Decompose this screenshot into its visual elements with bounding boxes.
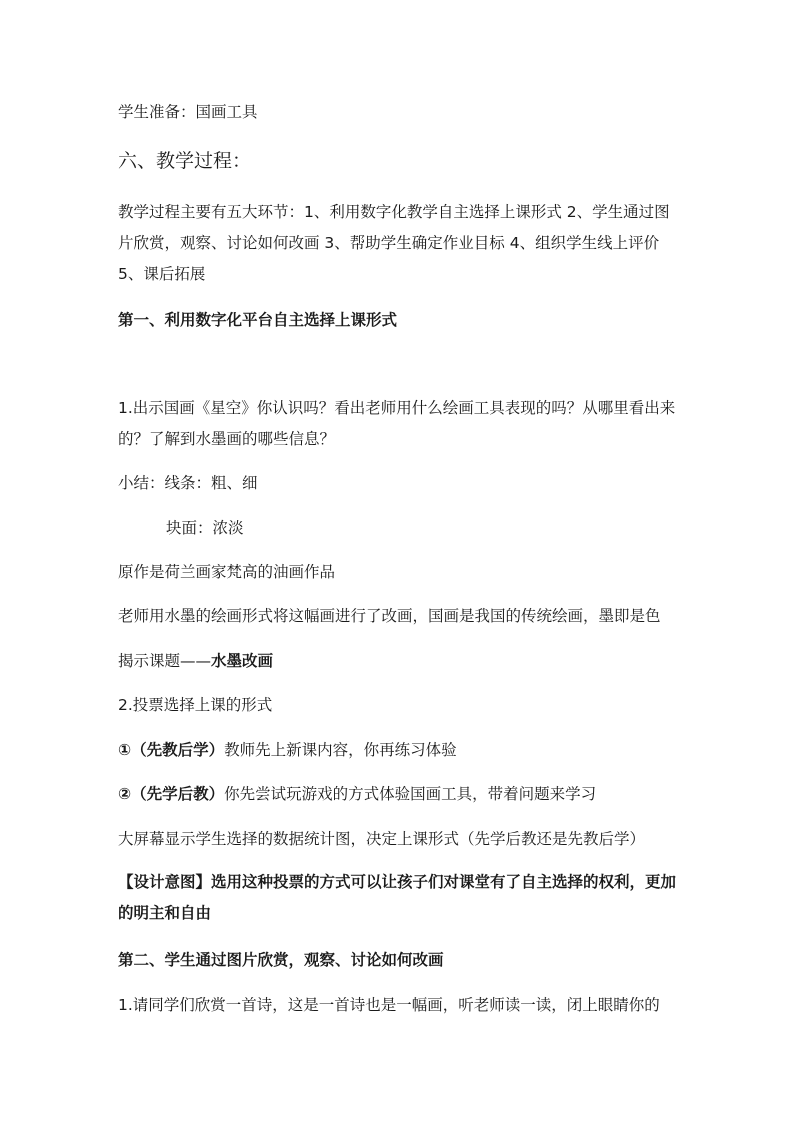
- poem-text: 1.请同学们欣赏一首诗，这是一首诗也是一幅画，听老师读一读，闭上眼睛你的: [118, 996, 660, 1014]
- part-one-title: 第一、利用数字化平台自主选择上课形式: [118, 311, 398, 329]
- part-two-title: 第二、学生通过图片欣赏，观察、讨论如何改画: [118, 951, 444, 969]
- student-prep-text: 学生准备：国画工具: [118, 103, 258, 121]
- summary-lines-text: 小结：线条：粗、细: [118, 474, 258, 492]
- big-screen-text: 大屏幕显示学生选择的数据统计图，决定上课形式（先学后教还是先教后学）: [118, 830, 646, 848]
- option-one-label: ①（先教后学）: [118, 741, 225, 759]
- teacher-adapt-text: 老师用水墨的绘画形式将这幅画进行了改画，国画是我国的传统绘画，墨即是色: [118, 607, 661, 625]
- vote-text: 2.投票选择上课的形式: [118, 696, 273, 714]
- original-work-text: 原作是荷兰画家梵高的油画作品: [118, 563, 336, 581]
- overview-paragraph: 教学过程主要有五大环节：1、利用数字化教学自主选择上课形式 2、学生通过图片欣赏，观察、讨论如何改画 3、帮助学生确定作业目标 4、组织学生线上评价 5、课后拓展: [118, 203, 670, 283]
- summary-blocks-text: 块面：浓淡: [166, 519, 244, 537]
- option-one-text: 教师先上新课内容，你再练习体验: [224, 741, 457, 759]
- design-intent-paragraph: 【设计意图】选用这种投票的方式可以让孩子们对课堂有了自主选择的权利，更加的明主和自由: [118, 873, 677, 922]
- question-one-paragraph: 1.出示国画《星空》你认识吗？看出老师用什么绘画工具表现的吗？从哪里看出来的？了解到水墨画的哪些信息？: [118, 399, 676, 448]
- reveal-prefix: 揭示课题——: [118, 652, 212, 670]
- reveal-topic: 水墨改画: [211, 652, 274, 670]
- option-two-line: [118, 783, 596, 805]
- section-six-heading: 六、教学过程：: [118, 150, 252, 172]
- option-two-label: ②（先学后教）: [118, 785, 225, 803]
- option-one-line: [118, 739, 457, 761]
- option-two-text: 你先尝试玩游戏的方式体验国画工具，带着问题来学习: [224, 785, 597, 803]
- reveal-topic-line: [118, 650, 273, 672]
